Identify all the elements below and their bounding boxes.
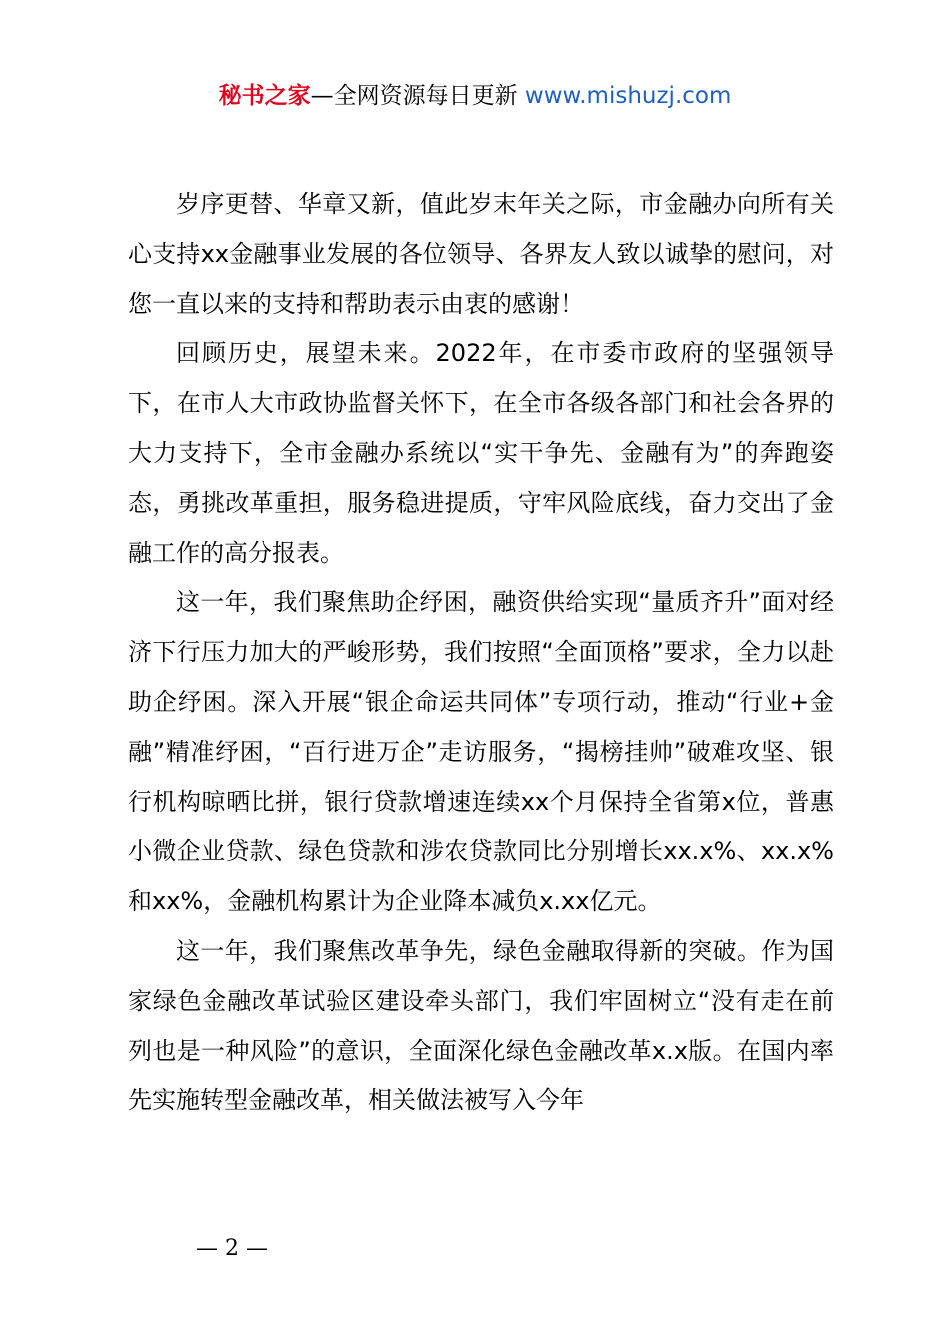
paragraph-financing: 这一年，我们聚焦助企纾困，融资供给实现“量质齐升”面对经济下行压力加大的严峻形势，我们按照“全面顶格”要求，全力以赴助企纾困。深入开展“银企命运共同体”专项行动，推动“行业+金融”精准纾困，“百行进万企”走访服务，“揭榜挂帅”破难攻坚、银行机构晾晒比拼，银行贷款增速连续xx个月保持全省第x位，普惠小微企业贷款、绿色贷款和涉农贷款同比分别增长xx.x%、xx.x%和xx%，金融机构累计为企业降本减负x.xx亿元。 — [128, 588, 834, 916]
paragraph-reform: 这一年，我们聚焦改革争先，绿色金融取得新的突破。作为国家绿色金融改革试验区建设牵头部门，我们牢固树立“没有走在前列也是一种风险”的意识，全面深化绿色金融改革x.x版。在国内率先实施转型金融改革，相关做法被写入今年 — [128, 936, 834, 1115]
site-tagline: —全网资源每日更新 — [310, 83, 518, 109]
site-brand: 秘书之家 — [218, 83, 311, 109]
site-url-link[interactable]: www.mishuzj.com — [524, 83, 732, 109]
paragraph-review: 回顾历史，展望未来。2022年，在市委市政府的坚强领导下，在市人大市政协监督关怀下，在全市各级各部门和社会各界的大力支持下，全市金融办系统以“实干争先、金融有为”的奔跑姿态，勇挑改革重担，服务稳进提质，守牢风险底线，奋力交出了金融工作的高分报表。 — [128, 339, 834, 567]
site-header — [0, 80, 950, 112]
paragraph-greeting: 岁序更替、华章又新，值此岁末年关之际，市金融办向所有关心支持xx金融事业发展的各位领导、各界友人致以诚挚的慰问，对您一直以来的支持和帮助表示由衷的感谢！ — [128, 190, 834, 318]
page-number: — 2 — — [196, 1236, 268, 1261]
document-body — [128, 180, 834, 1126]
